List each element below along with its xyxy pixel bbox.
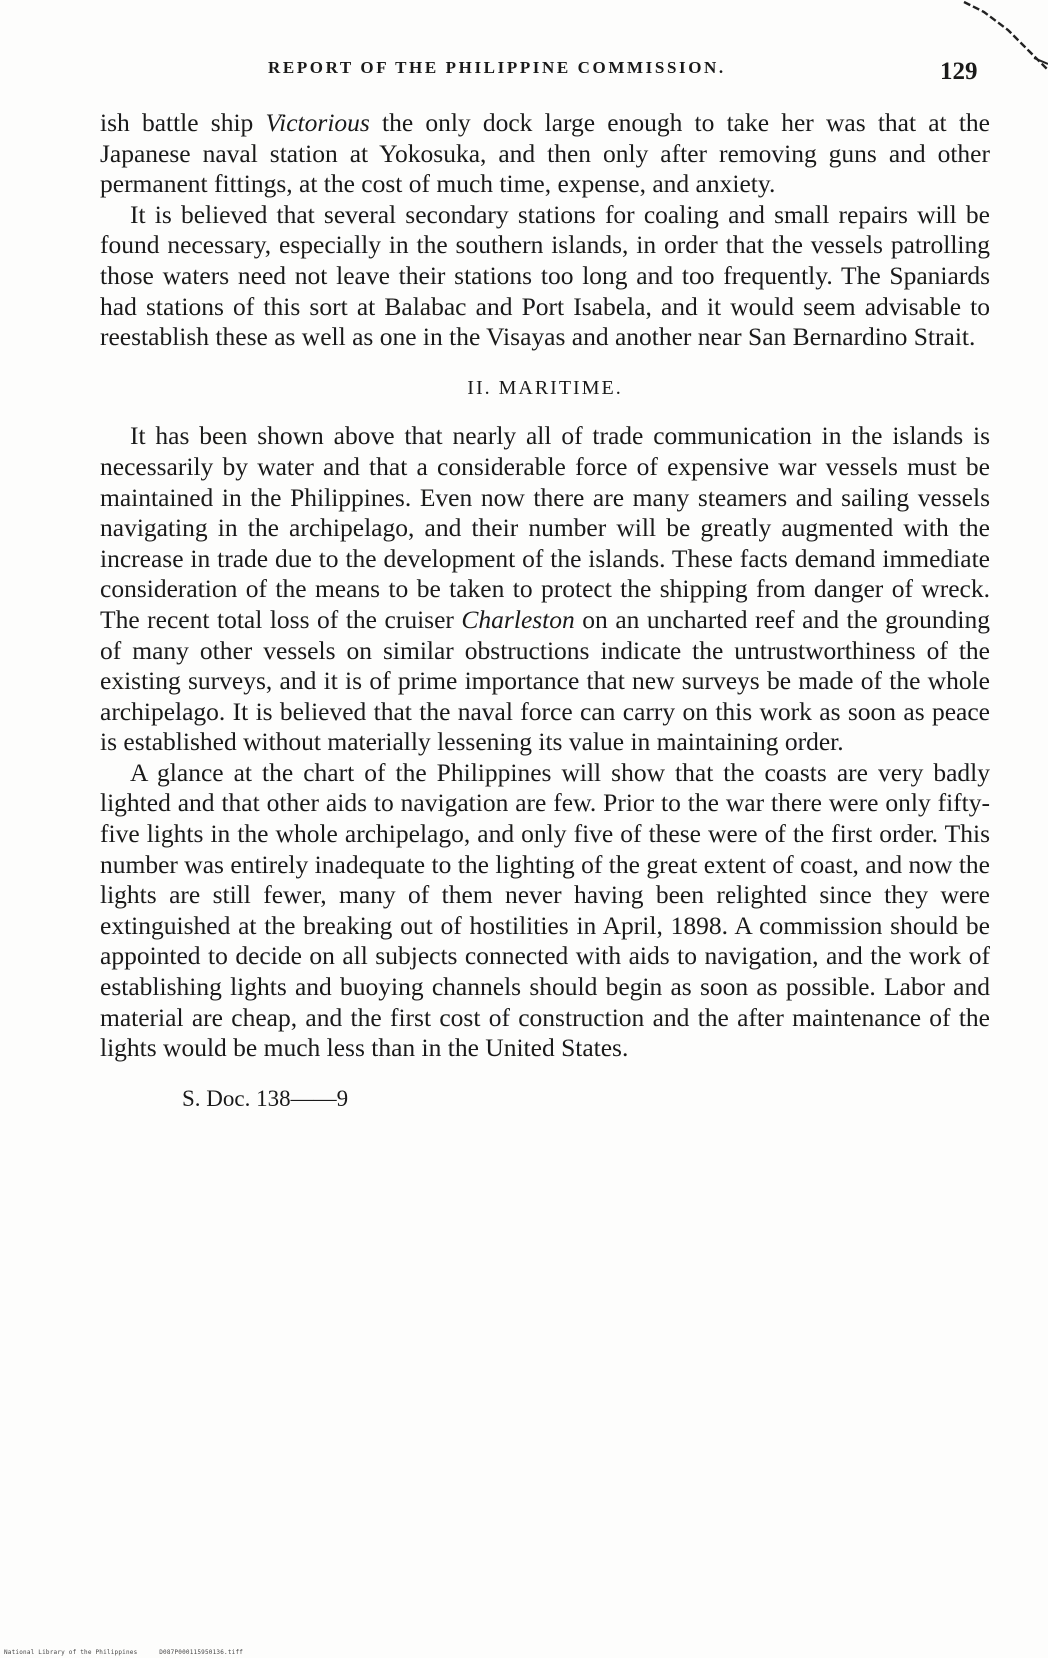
section-heading: II. MARITIME. [467, 376, 623, 399]
italic-run: Charleston [461, 604, 575, 634]
paragraph [100, 758, 990, 1064]
body-text [100, 108, 990, 1114]
paragraph [100, 421, 990, 758]
paragraph [100, 108, 990, 200]
paragraph [100, 200, 990, 353]
text-run: the only dock large enough to take her was that at the Japanese naval station at Yokosuka, and then only after removing guns and other permanent fittings, at the cost of much time, expense, and anxiety. [100, 108, 990, 199]
footer-source: National Library of the Philippines [4, 1649, 138, 1656]
document-signature: S. Doc. 138——9 [182, 1085, 349, 1111]
text-run: It has been shown above that nearly all of trade communication in the islands is necessarily by water and that a considerable force of expensive war vessels must be maintained in the Philippines. Even now there are many steamers and sailing vessels navigating in the archipelago, and their number will be greatly augmented with the increase in trade due to the development of the islands. These facts demand immediate consideration of the means to be taken to protect the shipping from danger of wreck. The recent total loss of the cruiser [100, 421, 990, 634]
scan-footer [4, 1649, 243, 1656]
text-run: on an uncharted reef and the grounding of many other vessels on similar obstructions indicate the untrustworthiness of the existing surveys, and it is of prime importance that new surveys be made of the whole archipelago. It is believed that the naval force can carry on this work as soon as peace is established without materially lessening its value in maintaining order. [100, 604, 990, 757]
text-run: A glance at the chart of the Philippines will show that the coasts are very badly lighted and that other aids to navigation are few. Prior to the war there were only fifty-five lights in the whole archipelago, and only five of these were of the first order. This number was entirely inadequate to the lighting of the great extent of coast, and now the lights are still fewer, many of them never having been relighted since they were extinguished at the breaking out of hostilities in April, 1898. A commission should be appointed to decide on all subjects connected with aids to navigation, and the work of establishing lights and buoying channels should begin as soon as possible. Labor and material are cheap, and the first cost of construction and the after maintenance of the lights would be much less than in the United States. [100, 757, 990, 1063]
text-run: ish battle ship [100, 108, 266, 137]
running-title: REPORT OF THE PHILIPPINE COMMISSION. [268, 58, 726, 77]
italic-run: Victorious [265, 108, 370, 137]
text-run: It is believed that several secondary stations for coaling and small repairs will be found necessary, especially in the southern islands, in order that the vessels patrolling those waters need not leave their stations too long and too frequently. The Spaniards had stations of this sort at Balabac and Port Isabela, and it would seem advisable to reestablish these as well as one in the Visayas and another near San Bernardino Strait. [100, 199, 990, 352]
footer-file-id: D087P000115950136.tiff [159, 1649, 244, 1656]
page-corner-mark [938, 0, 1048, 110]
page-number: 129 [940, 58, 978, 85]
